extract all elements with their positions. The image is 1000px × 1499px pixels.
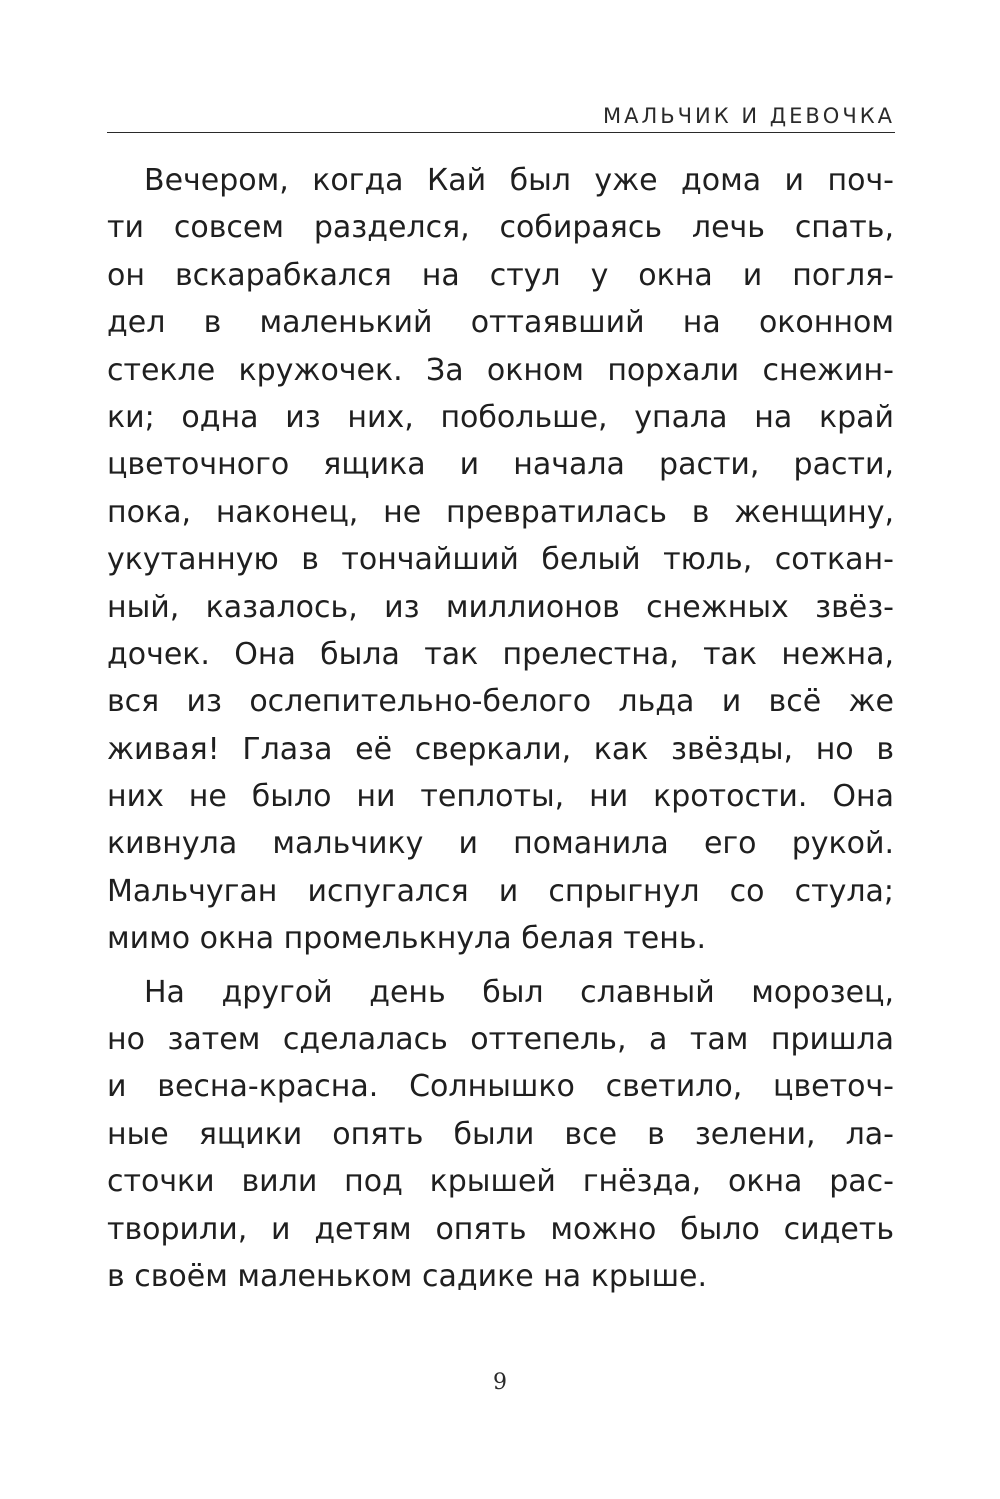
text-line: Вечером, когда Кай был уже дома и поч- <box>144 163 894 198</box>
text-line: он вскарабкался на стул у окна и погля- <box>107 257 894 293</box>
header-rule <box>107 132 895 133</box>
text-line: сточки вили под крышей гнёзда, окна рас- <box>107 1164 894 1200</box>
text-line: но затем сделалась оттепель, а там пришла <box>107 1022 894 1058</box>
text-line: в своём маленьком садике на крыше. <box>107 1258 708 1294</box>
text-line: Мальчуган испугался и спрыгнул со стула; <box>107 873 894 909</box>
text-line: цветочного ящика и начала расти, расти, <box>107 447 894 483</box>
text-line: На другой день был славный морозец, <box>144 974 894 1010</box>
text-line: дочек. Она была так прелестна, так нежна, <box>107 636 894 672</box>
text-line: живая! Глаза её сверкали, как звёзды, но в <box>107 731 894 767</box>
paragraph <box>107 969 894 1301</box>
text-line: творили, и детям опять можно было сидеть <box>107 1211 894 1247</box>
text-line: пока, наконец, не превратилась в женщину, <box>107 494 894 530</box>
text-line: кивнула мальчику и поманила его рукой. <box>107 826 894 862</box>
paragraph <box>107 157 894 963</box>
text-line: ти совсем разделся, собираясь лечь спать, <box>107 210 894 246</box>
text-line: мимо окна промелькнула белая тень. <box>107 921 707 957</box>
text-line: ки; одна из них, побольше, упала на край <box>107 399 894 435</box>
text-line: них не было ни теплоты, ни кротости. Она <box>107 779 894 815</box>
text-line: укутанную в тончайший белый тюль, соткан- <box>107 542 894 578</box>
text-line: вся из ослепительно-белого льда и всё же <box>107 684 894 720</box>
text-line: ный, казалось, из миллионов снежных звёз- <box>107 589 894 625</box>
text-line: стекле кружочек. За окном порхали снежин- <box>107 352 894 388</box>
page-number: 9 <box>493 1370 507 1395</box>
text-line: и весна-красна. Солнышко светило, цветоч- <box>107 1069 894 1105</box>
text-line: дел в маленький оттаявший на оконном <box>107 305 894 341</box>
running-header: МАЛЬЧИК И ДЕВОЧКА <box>602 104 895 128</box>
text-line: ные ящики опять были все в зелени, ла- <box>107 1116 894 1152</box>
body-text <box>107 157 894 1300</box>
